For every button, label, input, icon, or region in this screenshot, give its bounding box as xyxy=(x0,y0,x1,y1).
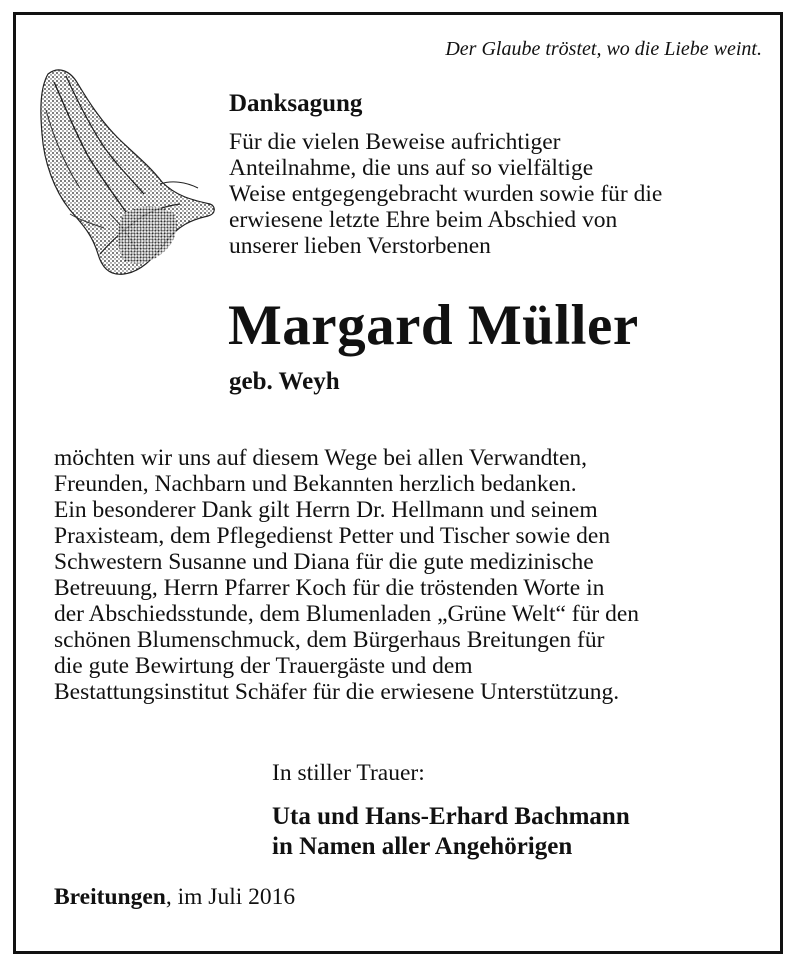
date-text: , im Juli 2016 xyxy=(165,884,296,910)
body-line: Freunden, Nachbarn und Bekannten herzlich bedanken. xyxy=(54,471,577,497)
place-name: Breitungen xyxy=(54,884,166,910)
intro-line: Anteilnahme, die uns auf so vielfältige xyxy=(229,155,594,181)
body-line: Betreuung, Herrn Pfarrer Koch für die tröstenden Worte in xyxy=(54,575,605,601)
thanks-paragraph xyxy=(54,445,774,705)
birth-name: geb. Weyh xyxy=(229,368,340,395)
body-line: Ein besonderer Dank gilt Herrn Dr. Hellmann und seinem xyxy=(54,497,598,523)
signer-line: Uta und Hans-Erhard Bachmann xyxy=(272,803,630,830)
intro-line: Weise entgegengebracht wurden sowie für die xyxy=(229,181,663,207)
signers xyxy=(272,802,630,862)
body-line: Schwestern Susanne und Diana für die gute medizinische xyxy=(54,549,594,575)
place-date xyxy=(54,884,295,911)
mourning-line: In stiller Trauer: xyxy=(272,760,425,786)
signer-line: in Namen aller Angehörigen xyxy=(272,833,573,860)
body-line: Praxisteam, dem Pflegedienst Petter und Tischer sowie den xyxy=(54,523,611,549)
body-line: der Abschiedsstunde, dem Blumenladen „Grüne Welt“ für den xyxy=(54,601,640,627)
deceased-name: Margard Müller xyxy=(228,294,639,357)
body-line: möchten wir uns auf diesem Wege bei allen Verwandten, xyxy=(54,445,588,471)
intro-line: unserer lieben Verstorbenen xyxy=(229,233,491,259)
intro-line: erwiesene letzte Ehre beim Abschied von xyxy=(229,207,618,233)
praying-hands-icon xyxy=(40,64,220,278)
body-line: Bestattungsinstitut Schäfer für die erwiesene Unterstützung. xyxy=(54,679,620,705)
body-line: die gute Bewirtung der Trauergäste und dem xyxy=(54,653,473,679)
heading-danksagung: Danksagung xyxy=(229,90,363,117)
motto: Der Glaube tröstet, wo die Liebe weint. xyxy=(445,38,762,60)
intro-line: Für die vielen Beweise aufrichtiger xyxy=(229,129,561,155)
intro-paragraph xyxy=(229,129,769,259)
body-line: schönen Blumenschmuck, dem Bürgerhaus Breitungen für xyxy=(54,627,605,653)
